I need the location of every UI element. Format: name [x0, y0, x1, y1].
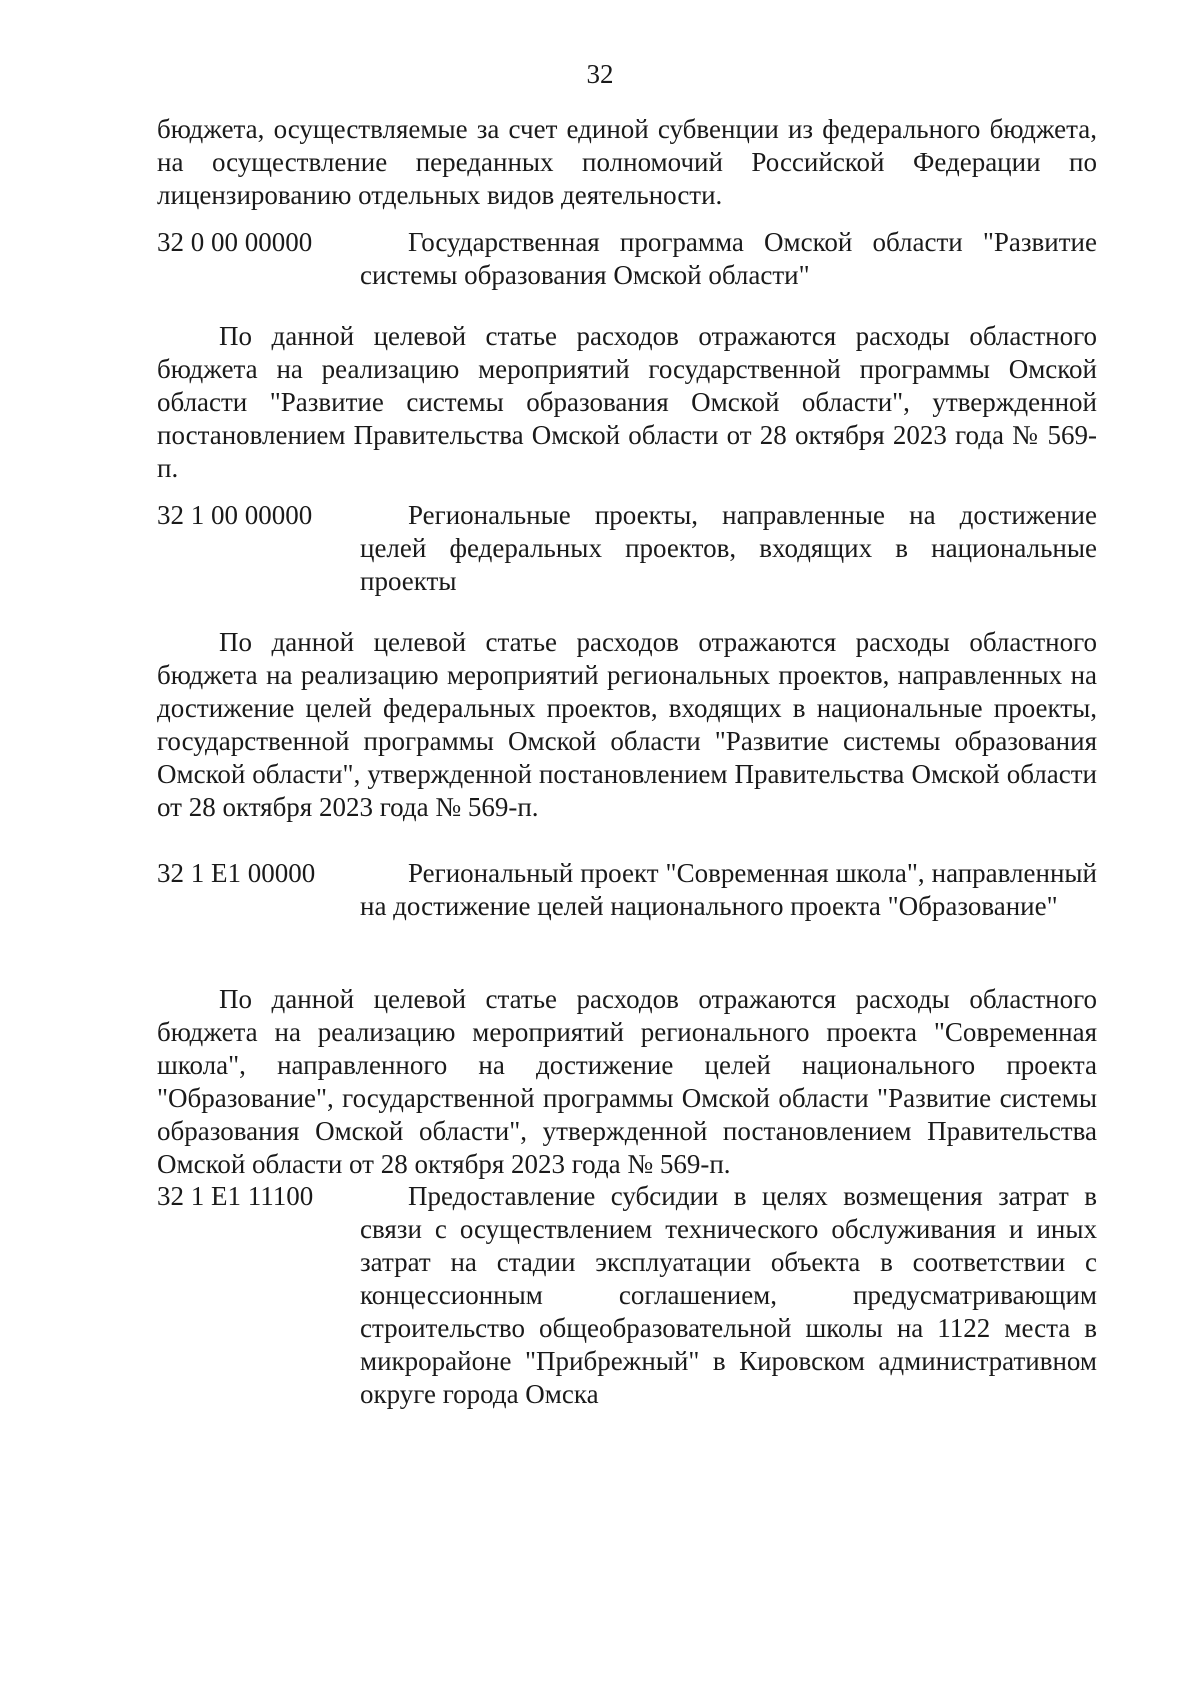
section-description-32-1-e1-00000 [157, 983, 1097, 1181]
section-title: Государственная программа Омской области "Развитие системы образования Омской области" [360, 227, 1097, 290]
section-code: 32 0 00 00000 [157, 227, 313, 257]
section-description-text: По данной целевой статье расходов отражаются расходы областного бюджета на реализацию мероприятий государственной программы Омской области "Развитие системы образования Омской области", утвержденной постановлением Правительства Омской области от 28 октября 2023 года № 569-п. [157, 321, 1097, 483]
section-description-32-1-00-00000 [157, 626, 1097, 824]
section-heading-32-1-e1-00000 [157, 857, 1097, 923]
section-code: 32 1 00 00000 [157, 500, 313, 530]
section-code: 32 1 Е1 11100 [157, 1181, 314, 1211]
section-title: Предоставление субсидии в целях возмещения затрат в связи с осуществлением технического обслуживания и иных затрат на стадии эксплуатации объекта в соответствии с концессионным соглашением, предусматривающим строительство общеобразовательной школы на 1122 места в микрорайоне "Прибрежный" в Кировском административном округе города Омска [360, 1181, 1097, 1409]
section-description-text: По данной целевой статье расходов отражаются расходы областного бюджета на реализацию мероприятий региональных проектов, направленных на достижение целей федеральных проектов, входящих в национальные проекты, государственной программы Омской области "Развитие системы образования Омской области", утвержденной постановлением Правительства Омской области от 28 октября 2023 года № 569-п. [157, 627, 1097, 822]
section-heading-32-1-e1-11100 [157, 1180, 1097, 1411]
section-title: Региональные проекты, направленные на достижение целей федеральных проектов, входящих в национальные проекты [360, 500, 1097, 596]
section-heading-32-0-00-00000 [157, 226, 1097, 292]
continuation-text: бюджета, осуществляемые за счет единой субвенции из федерального бюджета, на осуществление переданных полномочий Российской Федерации по лицензированию отдельных видов деятельности. [157, 114, 1097, 210]
section-title: Региональный проект "Современная школа", направленный на достижение целей национального проекта "Образование" [360, 858, 1097, 921]
continuation-paragraph [157, 113, 1097, 212]
page-number: 32 [586, 59, 614, 89]
section-heading-32-1-00-00000 [157, 499, 1097, 598]
section-code: 32 1 Е1 00000 [157, 858, 316, 888]
section-description-text: По данной целевой статье расходов отражаются расходы областного бюджета на реализацию мероприятий регионального проекта "Современная школа", направленного на достижение целей национального проекта "Образование", государственной программы Омской области "Развитие системы образования Омской области", утвержденной постановлением Правительства Омской области от 28 октября 2023 года № 569-п. [157, 984, 1097, 1179]
section-description-32-0-00-00000 [157, 320, 1097, 485]
